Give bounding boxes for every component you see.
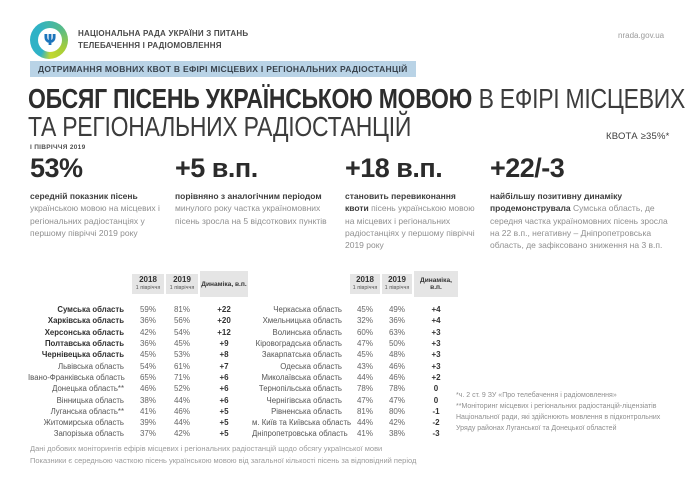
table-row <box>252 428 458 439</box>
region-cell: Волинська область <box>272 327 342 337</box>
header-sub: 1 півріччя <box>352 285 378 292</box>
value-2019-cell: 54% <box>173 327 190 337</box>
stat-lead: порівняно з аналогічним періодом <box>175 191 322 201</box>
org-name-line1: НАЦІОНАЛЬНА РАДА УКРАЇНИ З ПИТАНЬ <box>78 29 249 38</box>
region-cell: Херсонська область <box>44 327 124 337</box>
stat-text <box>345 190 477 252</box>
value-2019-cell: 78% <box>388 384 405 394</box>
table-row <box>28 383 248 394</box>
stat-rest: українською мовою на місцевих і регіональних радіостанціях у першому півріччі 2019 року <box>30 203 160 238</box>
stat-rest: пісень українською мовою на місцевих і регіональних радіостанціях у першому півріччі 2019 року <box>345 203 475 251</box>
value-2018-cell: 47% <box>356 339 373 349</box>
region-cell: Закарпатська область <box>261 350 342 360</box>
org-name-line2: ТЕЛЕБАЧЕННЯ І РАДІОМОВЛЕННЯ <box>78 41 222 50</box>
value-2018-cell: 42% <box>139 327 156 337</box>
region-cell: Сумська область <box>57 305 124 315</box>
region-cell: Львівська область <box>57 361 124 371</box>
period-label: І ПІВРІЧЧЯ 2019 <box>30 144 86 151</box>
value-2019-cell: 49% <box>388 305 405 315</box>
stat-rest: Сумська область, де середня частка україномовних пісень зросла на 22 в.п., негативну – Дніпропетровська область, де зафіксовано зниження на 3 в.п. <box>490 203 668 251</box>
value-2018-cell: 54% <box>139 361 156 371</box>
dynamics-cell: +5 <box>219 406 229 416</box>
dynamics-cell: +4 <box>431 305 441 315</box>
dynamics-cell: +5 <box>219 429 229 439</box>
value-2018-cell: 81% <box>356 406 373 416</box>
header-year: 2019 <box>173 275 191 285</box>
table-row <box>252 304 458 315</box>
dynamics-cell: +3 <box>431 350 441 360</box>
value-2019-cell: 56% <box>173 316 190 326</box>
value-2019-cell: 36% <box>388 316 405 326</box>
dynamics-cell: +6 <box>219 395 229 405</box>
value-2018-cell: 45% <box>139 350 156 360</box>
dynamics-cell: +9 <box>219 339 229 349</box>
footnote-line: Національної ради, які здійснюють мовлення в підконтрольних <box>456 413 661 421</box>
value-2018-cell: 46% <box>139 384 156 394</box>
region-cell: Донецька область** <box>52 384 124 394</box>
header-year: 2019 <box>388 275 406 285</box>
region-cell: Черкаська область <box>273 305 342 315</box>
table-row <box>28 349 248 360</box>
table-row <box>252 394 458 405</box>
value-2019-cell: 48% <box>388 350 405 360</box>
header-dynamics: Динаміка, в.п. <box>200 271 248 297</box>
table-row <box>252 372 458 383</box>
table-row <box>252 349 458 360</box>
stat-block-quota-excess <box>345 153 477 252</box>
table-row <box>28 428 248 439</box>
value-2018-cell: 43% <box>356 361 373 371</box>
table-row <box>28 360 248 371</box>
stat-value: 53% <box>30 153 83 183</box>
dynamics-cell: +4 <box>431 316 441 326</box>
table-row <box>28 327 248 338</box>
header-2019 <box>166 274 198 293</box>
regions-table-right <box>252 271 458 440</box>
region-cell: Кіровоградська область <box>255 339 342 349</box>
quota-label: КВОТА ≥35%* <box>606 131 670 142</box>
value-2019-cell: 46% <box>173 406 190 416</box>
header-2018 <box>132 274 164 293</box>
header-dynamics: Динаміка, в.п. <box>414 271 458 297</box>
table-row <box>252 315 458 326</box>
title-regular-part: В ЕФІРІ МІСЦЕВИХ <box>478 83 686 114</box>
table-row <box>28 315 248 326</box>
header-sub: 1 півріччя <box>384 285 410 292</box>
title-line2: ТА РЕГІОНАЛЬНИХ РАДІОСТАНЦІЙ <box>28 111 412 142</box>
value-2018-cell: 45% <box>356 350 373 360</box>
dynamics-cell: -1 <box>432 406 440 416</box>
table-header <box>252 271 458 297</box>
header-year: 2018 <box>356 275 374 285</box>
table-row <box>28 372 248 383</box>
value-2018-cell: 39% <box>139 418 156 428</box>
dynamics-cell: +8 <box>219 350 229 360</box>
stat-value: +5 в.п. <box>175 153 258 183</box>
region-cell: Рівненська область <box>271 406 342 416</box>
value-2018-cell: 47% <box>356 395 373 405</box>
value-2019-cell: 50% <box>388 339 405 349</box>
table-row <box>28 406 248 417</box>
region-cell: м. Київ та Київська область <box>252 418 352 428</box>
table-row <box>252 383 458 394</box>
value-2019-cell: 63% <box>388 327 405 337</box>
value-2019-cell: 45% <box>173 339 190 349</box>
footnote-line: *ч. 2 ст. 9 ЗУ «Про телебачення і радіомовлення» <box>456 392 617 399</box>
region-cell: Дніпропетровська область <box>252 429 348 439</box>
dynamics-cell: +3 <box>431 327 441 337</box>
value-2019-cell: 47% <box>388 395 405 405</box>
table-rows-right <box>252 304 458 440</box>
value-2019-cell: 81% <box>173 305 190 315</box>
region-cell: Хмельницька область <box>262 316 342 326</box>
dynamics-cell: -2 <box>432 418 440 428</box>
region-cell: Запорізька область <box>53 429 124 439</box>
dynamics-cell: +22 <box>217 305 231 315</box>
value-2018-cell: 38% <box>139 395 156 405</box>
value-2018-cell: 32% <box>356 316 373 326</box>
region-cell: Житомирська область <box>43 418 124 428</box>
title-line1 <box>28 85 685 113</box>
stat-value: +22/-3 <box>490 153 565 183</box>
header-sub: 1 півріччя <box>169 285 195 292</box>
table-row <box>28 304 248 315</box>
dynamics-cell: 0 <box>433 384 439 394</box>
dynamics-cell: +2 <box>431 372 441 382</box>
dynamics-cell: +20 <box>217 316 231 326</box>
region-cell: Чернігівська область <box>266 395 342 405</box>
stat-text <box>175 190 327 227</box>
title-bold-part: ОБСЯГ ПІСЕНЬ УКРАЇНСЬКОЮ МОВОЮ <box>28 83 473 114</box>
value-2019-cell: 53% <box>173 350 190 360</box>
stat-rest: минулого року частка україномовних пісень зросла на 5 відсоткових пунктів <box>175 203 327 226</box>
footnote-line: **Моніторинг місцевих і регіональних радіостанцій-ліцензіатів <box>456 402 657 410</box>
value-2019-cell: 52% <box>173 384 190 394</box>
value-2019-cell: 61% <box>173 361 190 371</box>
region-cell: Луганська область** <box>50 406 124 416</box>
logo-inner-circle <box>38 28 62 52</box>
dynamics-cell: +12 <box>217 327 231 337</box>
nrada-logo <box>30 21 68 59</box>
region-cell: Харківська область <box>47 316 124 326</box>
dynamics-cell: -3 <box>432 429 440 439</box>
website-link[interactable]: nrada.gov.ua <box>618 31 665 40</box>
value-2019-cell: 71% <box>173 372 190 382</box>
value-2018-cell: 59% <box>139 305 156 315</box>
value-2019-cell: 42% <box>173 429 190 439</box>
value-2018-cell: 41% <box>356 429 373 439</box>
table-row <box>252 406 458 417</box>
value-2019-cell: 44% <box>173 395 190 405</box>
value-2018-cell: 36% <box>139 339 156 349</box>
footnote-line: Показники є середньою часткою пісень українською мовою від загальної кількості пісень за відповідний період <box>30 456 417 466</box>
stat-block-yearly-growth <box>175 153 327 227</box>
table-rows-left <box>28 304 248 440</box>
value-2019-cell: 38% <box>388 429 405 439</box>
stat-lead: середній показник пісень <box>30 191 138 201</box>
topic-label: ДОТРИМАННЯ МОВНИХ КВОТ В ЕФІРІ МІСЦЕВИХ І РЕГІОНАЛЬНИХ РАДІОСТАНЦІЙ <box>30 61 416 77</box>
region-cell: Івано-Франківська область <box>28 372 125 382</box>
header-year: 2018 <box>139 275 157 285</box>
stat-text <box>490 190 670 252</box>
table-row <box>252 417 458 428</box>
table-header <box>28 271 248 297</box>
stat-value: +18 в.п. <box>345 153 443 183</box>
regions-table-left <box>28 271 248 440</box>
table-row <box>252 338 458 349</box>
header-2018 <box>350 274 380 293</box>
dynamics-cell: +7 <box>219 361 229 371</box>
value-2018-cell: 60% <box>356 327 373 337</box>
footnote-bottom <box>30 443 590 468</box>
table-row <box>252 360 458 371</box>
footnote-right <box>456 391 686 434</box>
value-2018-cell: 44% <box>356 418 373 428</box>
table-row <box>252 327 458 338</box>
value-2018-cell: 65% <box>139 372 156 382</box>
value-2019-cell: 46% <box>388 361 405 371</box>
header-2019 <box>382 274 412 293</box>
value-2018-cell: 36% <box>139 316 156 326</box>
dynamics-cell: 0 <box>433 395 439 405</box>
value-2019-cell: 46% <box>388 372 405 382</box>
region-cell: Чернівецька область <box>41 350 124 360</box>
stat-text <box>30 190 166 239</box>
trident-icon: Ψ <box>43 30 57 49</box>
header-sub: 1 півріччя <box>135 285 161 292</box>
org-name <box>78 28 248 52</box>
value-2018-cell: 45% <box>356 305 373 315</box>
region-cell: Тернопільська область <box>258 384 342 394</box>
value-2018-cell: 78% <box>356 384 373 394</box>
value-2018-cell: 37% <box>139 429 156 439</box>
region-cell: Полтавська область <box>44 339 124 349</box>
table-row <box>28 338 248 349</box>
dynamics-cell: +3 <box>431 361 441 371</box>
dynamics-cell: +3 <box>431 339 441 349</box>
dynamics-cell: +5 <box>219 418 229 428</box>
dynamics-cell: +6 <box>219 384 229 394</box>
footnote-line: Дані добових моніторингів ефірів місцевих і регіональних радіостанцій щодо обсягу української мови <box>30 444 383 453</box>
value-2019-cell: 42% <box>388 418 405 428</box>
stat-block-average <box>30 153 166 239</box>
page-title <box>28 85 685 141</box>
table-row <box>28 394 248 405</box>
value-2018-cell: 44% <box>356 372 373 382</box>
region-cell: Вінницька область <box>56 395 124 405</box>
footnote-line: Уряду районах Луганської та Донецької областей <box>456 424 617 432</box>
region-cell: Миколаївська область <box>261 372 342 382</box>
stat-block-dynamics <box>490 153 670 252</box>
value-2018-cell: 41% <box>139 406 156 416</box>
stat-lead: становить перевиконання квоти <box>345 191 456 214</box>
value-2019-cell: 80% <box>388 406 405 416</box>
stat-lead: найбільшу позитивну динаміку продемонструвала <box>490 191 623 214</box>
dynamics-cell: +6 <box>219 372 229 382</box>
value-2019-cell: 44% <box>173 418 190 428</box>
region-cell: Одеська область <box>280 361 342 371</box>
table-row <box>28 417 248 428</box>
